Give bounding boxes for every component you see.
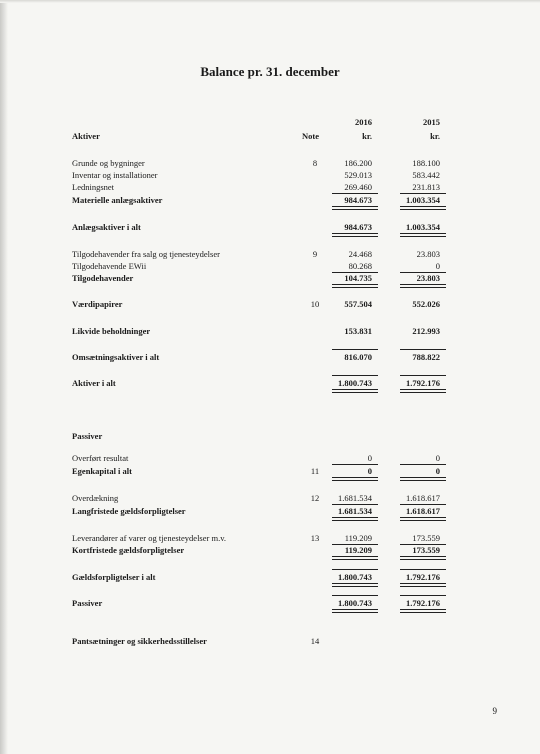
row-value-2016: 1.800.743 [338, 572, 372, 582]
rule-double [332, 389, 378, 393]
row-value-2015: 231.813 [412, 182, 440, 192]
row-label: Tilgodehavender [72, 273, 134, 283]
rule-single [400, 504, 446, 505]
row-label: Anlægsaktiver i alt [72, 222, 141, 232]
rule-top [400, 595, 446, 596]
row-value-2016: 1.681.534 [338, 506, 372, 516]
row-value-2015: 1.792.176 [406, 572, 440, 582]
rule-double [332, 517, 378, 521]
rule-double [400, 206, 446, 210]
rule-double [400, 477, 446, 481]
row-value-2016: 24.468 [348, 249, 372, 259]
rule-double [400, 556, 446, 560]
row-value-2016: 816.070 [344, 352, 372, 362]
row-label: Leverandører af varer og tjenesteydelser m.v. [72, 533, 227, 543]
row-label: Langfristede gældsforpligtelser [72, 506, 186, 516]
header-unit-2015: kr. [430, 131, 440, 141]
header-unit-2016: kr. [362, 131, 372, 141]
row-value-2015: 788.822 [412, 352, 440, 362]
row-value-2015: 212.993 [412, 326, 440, 336]
page-title: Balance pr. 31. december [200, 64, 340, 79]
rule-double [332, 233, 378, 237]
rule-double [400, 609, 446, 613]
row-label: Passiver [72, 598, 103, 608]
row-value-2016: 119.209 [344, 533, 372, 543]
header-year-2015: 2015 [423, 117, 440, 127]
row-value-2015: 188.100 [412, 158, 440, 168]
header-year-2016: 2016 [355, 117, 372, 127]
row-value-2015: 173.559 [412, 533, 440, 543]
row-value-2016: 104.735 [344, 273, 372, 283]
row-value-2015: 23.803 [416, 249, 440, 259]
header-aktiver: Aktiver [72, 131, 100, 141]
header-note: Note [302, 131, 319, 141]
rule-single [400, 464, 446, 465]
row-label: Ledningsnet [72, 182, 115, 192]
row-value-2016: 1.800.743 [338, 378, 372, 388]
row-value-2015: 0 [435, 261, 440, 271]
row-label: Pantsætninger og sikkerhedsstillelser [72, 636, 207, 646]
row-value-2016: 984.673 [344, 195, 372, 205]
row-note: 13 [310, 533, 320, 543]
row-value-2016: 80.268 [348, 261, 372, 271]
rule-double [400, 517, 446, 521]
rule-double [332, 556, 378, 560]
row-label: Aktiver i alt [72, 378, 116, 388]
rule-top [332, 595, 378, 596]
rule-top [400, 349, 446, 350]
row-label: Inventar og installationer [72, 170, 158, 180]
row-value-2015: 1.003.354 [406, 222, 440, 232]
row-value-2016: 0 [367, 466, 372, 476]
rule-double [332, 583, 378, 587]
row-value-2015: 583.442 [412, 170, 440, 180]
row-note: 9 [312, 249, 318, 259]
rule-single [400, 193, 446, 194]
row-note: 10 [310, 299, 320, 309]
row-value-2015: 552.026 [412, 299, 440, 309]
row-value-2016: 984.673 [344, 222, 372, 232]
rule-top [332, 375, 378, 376]
row-value-2015: 1.792.176 [406, 598, 440, 608]
row-label: Grunde og bygninger [72, 158, 145, 168]
row-label: Passiver [72, 431, 103, 441]
rule-double [332, 609, 378, 613]
row-label: Likvide beholdninger [72, 326, 151, 336]
row-label: Tilgodehavender fra salg og tjenesteydelser [72, 249, 220, 259]
row-label: Tilgodehavende EWii [72, 261, 147, 271]
rule-single [332, 464, 378, 465]
row-value-2015: 23.803 [416, 273, 440, 283]
row-value-2016: 153.831 [344, 326, 372, 336]
rule-double [332, 284, 378, 288]
row-value-2015: 1.618.617 [406, 506, 440, 516]
rule-double [332, 477, 378, 481]
rule-double [400, 284, 446, 288]
row-label: Overført resultat [72, 453, 129, 463]
row-label: Omsætningsaktiver i alt [72, 352, 160, 362]
row-value-2016: 269.460 [344, 182, 372, 192]
row-label: Kortfristede gældsforpligtelser [72, 545, 185, 555]
row-note: 12 [310, 493, 320, 503]
row-note: 8 [312, 158, 318, 168]
row-value-2015: 0 [435, 453, 440, 463]
row-label: Overdækning [72, 493, 119, 503]
rule-single [332, 504, 378, 505]
row-value-2016: 0 [367, 453, 372, 463]
rule-double [400, 583, 446, 587]
row-label: Gældsforpligtelser i alt [72, 572, 156, 582]
page-number: 9 [492, 706, 497, 716]
row-label: Værdipapirer [72, 299, 123, 309]
scan-top-shadow [0, 0, 540, 3]
rule-double [400, 233, 446, 237]
row-note: 11 [310, 466, 320, 476]
row-label: Egenkapital i alt [72, 466, 132, 476]
row-value-2015: 0 [435, 466, 440, 476]
rule-top [400, 375, 446, 376]
rule-top [332, 349, 378, 350]
row-value-2015: 173.559 [412, 545, 440, 555]
row-value-2015: 1.792.176 [406, 378, 440, 388]
row-value-2016: 529.013 [344, 170, 372, 180]
row-label: Materielle anlægsaktiver [72, 195, 163, 205]
row-value-2016: 557.504 [344, 299, 372, 309]
row-value-2015: 1.003.354 [406, 195, 440, 205]
row-value-2016: 186.200 [344, 158, 372, 168]
row-value-2015: 1.618.617 [406, 493, 440, 503]
rule-double [400, 389, 446, 393]
row-value-2016: 1.800.743 [338, 598, 372, 608]
rule-top [332, 569, 378, 570]
row-note: 14 [310, 636, 320, 646]
rule-single [332, 193, 378, 194]
rule-double [332, 206, 378, 210]
row-value-2016: 119.209 [344, 545, 372, 555]
row-value-2016: 1.681.534 [338, 493, 372, 503]
rule-top [400, 569, 446, 570]
scan-edge-shadow [0, 0, 8, 754]
